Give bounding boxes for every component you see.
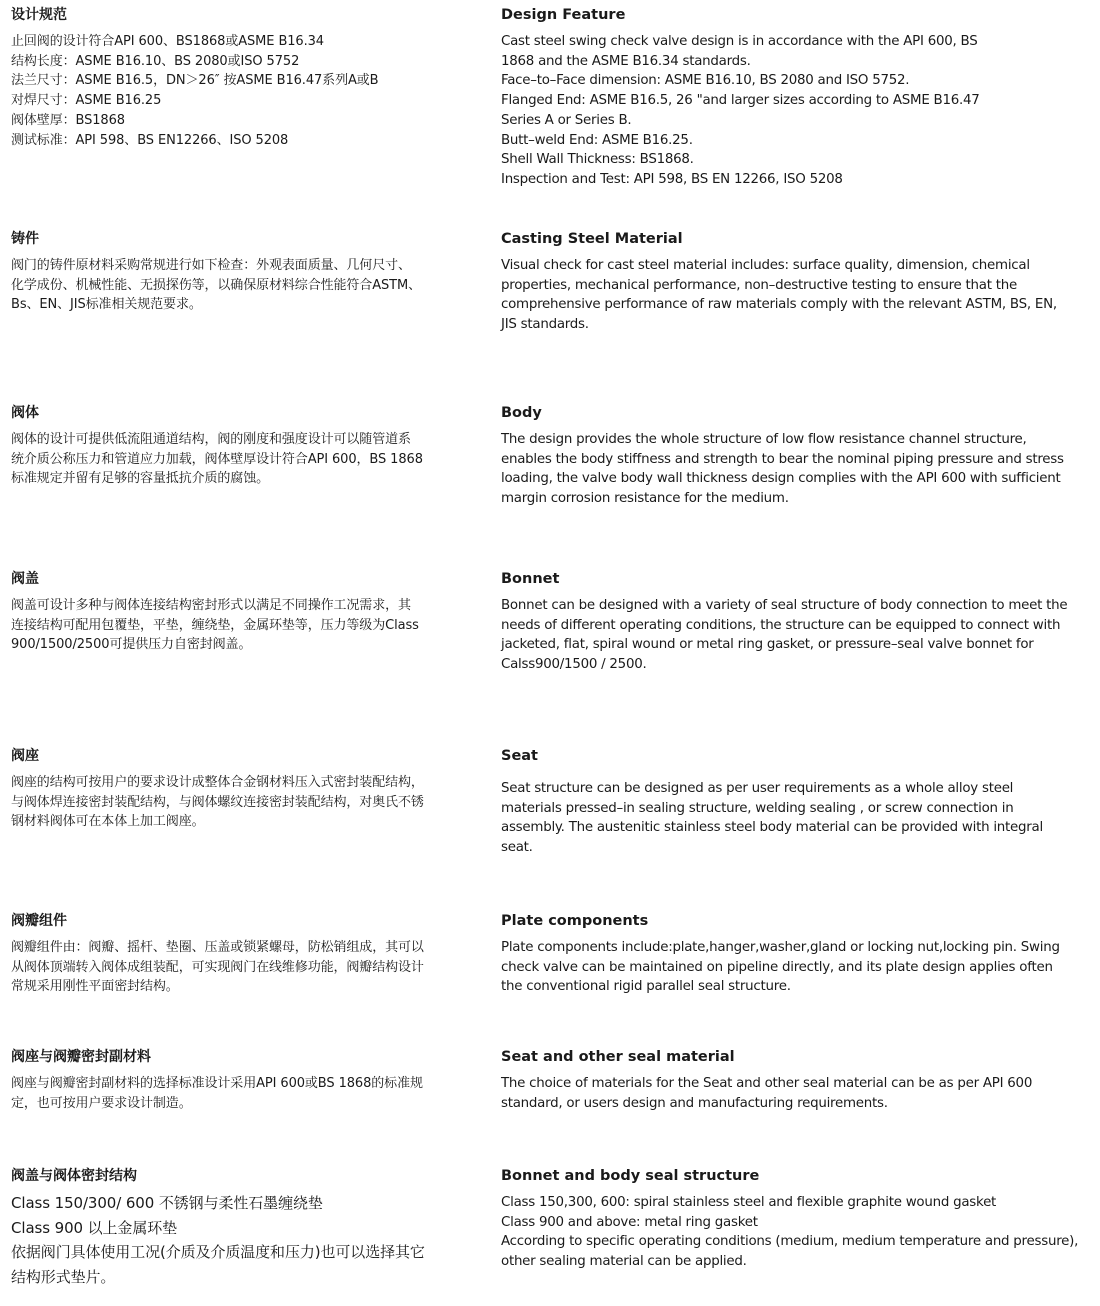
en-line: Butt–weld End: ASME B16.25. [501, 132, 693, 148]
en-heading: Seat and other seal material [501, 1049, 735, 1065]
cn-column [11, 747, 481, 832]
cn-heading: 铸件 [11, 231, 39, 247]
en-column [501, 6, 1091, 190]
cn-heading: 阀盖 [11, 571, 39, 587]
en-line: The choice of materials for the Seat and other seal material can be as per API 600 [501, 1076, 1033, 1091]
en-line: the conventional rigid parallel seal structure. [501, 979, 791, 995]
cn-line: 900/1500/2500可提供压力自密封阀盖。 [11, 637, 252, 653]
en-line: standard, or users design and manufacturing requirements. [501, 1095, 888, 1111]
en-heading: Bonnet [501, 571, 560, 587]
en-line: Shell Wall Thickness: BS1868. [501, 152, 694, 168]
en-line: enables the body stiffness and strength to bear the nominal piping pressure and stress [501, 451, 1064, 467]
en-heading: Body [501, 405, 542, 421]
en-column [501, 230, 1091, 335]
cn-line: 标准规定并留有足够的容量抵抗介质的腐蚀。 [11, 471, 270, 487]
en-line: Inspection and Test: API 598, BS EN 12266, ISO 5208 [501, 171, 843, 187]
cn-line: 阀瓣组件由：阀瓣、摇杆、垫圈、压盖或锁紧螺母，防松销组成，其可以 [11, 940, 424, 955]
en-line: Seat structure can be designed as per user requirements as a whole alloy steel [501, 781, 1014, 796]
en-line: 1868 and the ASME B16.34 standards. [501, 53, 751, 69]
cn-line: Class 150/300/ 600 不锈钢与柔性石墨缠绕垫 [11, 1194, 323, 1212]
cn-line: 阀座与阀瓣密封副材料的选择标准设计采用API 600或BS 1868的标准规 [11, 1076, 423, 1091]
en-line: Visual check for cast steel material includes: surface quality, dimension, chemical [501, 258, 1030, 273]
en-column [501, 912, 1091, 997]
en-column [501, 404, 1091, 509]
cn-line: 结构长度：ASME B16.10、BS 2080或ISO 5752 [11, 53, 300, 69]
cn-column [11, 1167, 481, 1289]
en-line: loading, the valve body wall thickness design complies with the API 600 with sufficient [501, 471, 1061, 487]
cn-line: 与阀体焊连接密封装配结构，与阀体螺纹连接密封装配结构，对奥氏不锈 [11, 794, 424, 810]
cn-line: 阀体的设计可提供低流阻通道结构，阀的刚度和强度设计可以随管道系 [11, 432, 411, 447]
en-column [501, 570, 1091, 675]
cn-line: 阀门的铸件原材料采购常规进行如下检查：外观表面质量、几何尺寸、 [11, 258, 411, 273]
en-line: seat. [501, 840, 533, 856]
en-line: JIS standards. [501, 317, 589, 333]
cn-line: 结构形式垫片。 [11, 1267, 116, 1286]
en-line: properties, mechanical performance, non–destructive testing to ensure that the [501, 277, 1017, 293]
en-heading: Plate components [501, 913, 649, 929]
cn-column [11, 570, 481, 655]
cn-line: 阀座的结构可按用户的要求设计成整体合金钢材料压入式密封装配结构， [11, 775, 424, 790]
cn-heading: 设计规范 [11, 7, 67, 23]
en-line: needs of different operating conditions, the structure can be equipped to connect with [501, 617, 1061, 633]
cn-line: 阀盖可设计多种与阀体连接结构密封形式以满足不同操作工况需求，其 [11, 598, 411, 613]
en-line: According to specific operating conditions (medium, medium temperature and pressure), [501, 1234, 1079, 1250]
en-line: Class 150,300, 600: spiral stainless steel and flexible graphite wound gasket [501, 1195, 997, 1210]
cn-column [11, 1048, 481, 1113]
en-line: jacketed, flat, spiral wound or metal ring gasket, or pressure–seal valve bonnet for [501, 637, 1034, 653]
en-line: Cast steel swing check valve design is in accordance with the API 600, BS [501, 34, 978, 49]
cn-heading: 阀瓣组件 [11, 913, 67, 929]
en-column [501, 747, 1091, 858]
en-line: Plate components include:plate,hanger,washer,gland or locking nut,locking pin. Swing [501, 940, 1060, 955]
cn-line: 连接结构可配用包覆垫，平垫，缠绕垫，金属环垫等，压力等级为Class [11, 617, 419, 633]
cn-line: 止回阀的设计符合API 600、BS1868或ASME B16.34 [11, 34, 324, 49]
en-line: margin corrosion resistance for the medium. [501, 491, 789, 507]
cn-column [11, 6, 481, 150]
cn-line: 测试标准：API 598、BS EN12266、ISO 5208 [11, 132, 289, 148]
cn-line: 对焊尺寸：ASME B16.25 [11, 93, 162, 109]
cn-heading: 阀座与阀瓣密封副材料 [11, 1049, 151, 1065]
en-heading: Bonnet and body seal structure [501, 1168, 760, 1184]
en-line: Series A or Series B. [501, 112, 632, 128]
cn-heading: 阀盖与阀体密封结构 [11, 1168, 137, 1184]
en-line: Calss900/1500 / 2500. [501, 657, 647, 673]
cn-line: 法兰尺寸：ASME B16.5，DN＞26″ 按ASME B16.47系列A或B [11, 73, 379, 89]
en-heading: Seat [501, 748, 538, 764]
en-line: The design provides the whole structure of low flow resistance channel structure, [501, 432, 1027, 447]
en-column [501, 1167, 1091, 1272]
cn-line: 依据阀门具体使用工况(介质及介质温度和压力)也可以选择其它 [11, 1243, 425, 1261]
cn-line: 定，也可按用户要求设计制造。 [11, 1095, 192, 1111]
en-column [501, 1048, 1091, 1113]
cn-line: 化学成份、机械性能、无损探伤等，以确保原材料综合性能符合ASTM、 [11, 277, 422, 293]
cn-line: Bs、EN、JIS标准相关规范要求。 [11, 297, 202, 313]
en-line: assembly. The austenitic stainless steel body material can be provided with integral [501, 820, 1043, 836]
cn-heading: 阀体 [11, 405, 39, 421]
cn-line: 从阀体顶端转入阀体成组装配，可实现阀门在线维修功能，阀瓣结构设计 [11, 959, 424, 975]
en-line: materials pressed–in sealing structure, welding sealing , or screw connection in [501, 800, 1014, 816]
en-heading: Casting Steel Material [501, 231, 683, 247]
en-line: comprehensive performance of raw materials comply with the relevant ASTM, BS, EN, [501, 297, 1057, 313]
en-line: other sealing material can be applied. [501, 1254, 747, 1270]
en-line: Bonnet can be designed with a variety of seal structure of body connection to meet the [501, 598, 1068, 613]
cn-line: 钢材料阀体可在本体上加工阀座。 [11, 814, 205, 830]
cn-line: 阀体壁厚：BS1868 [11, 112, 125, 128]
cn-line: 常规采用刚性平面密封结构。 [11, 979, 179, 995]
cn-column [11, 912, 481, 997]
cn-column [11, 230, 481, 315]
cn-line: Class 900 以上金属环垫 [11, 1218, 178, 1237]
cn-column [11, 404, 481, 489]
cn-line: 统介质公称压力和管道应力加载，阀体壁厚设计符合API 600，BS 1868 [11, 451, 423, 467]
en-line: check valve can be maintained on pipeline directly, and its plate design applies often [501, 959, 1053, 975]
cn-heading: 阀座 [11, 748, 39, 764]
en-line: Flanged End: ASME B16.5, 26 "and larger sizes according to ASME B16.47 [501, 93, 980, 109]
en-line: Face–to–Face dimension: ASME B16.10, BS 2080 and ISO 5752. [501, 73, 910, 89]
en-line: Class 900 and above: metal ring gasket [501, 1214, 758, 1230]
en-heading: Design Feature [501, 7, 626, 23]
